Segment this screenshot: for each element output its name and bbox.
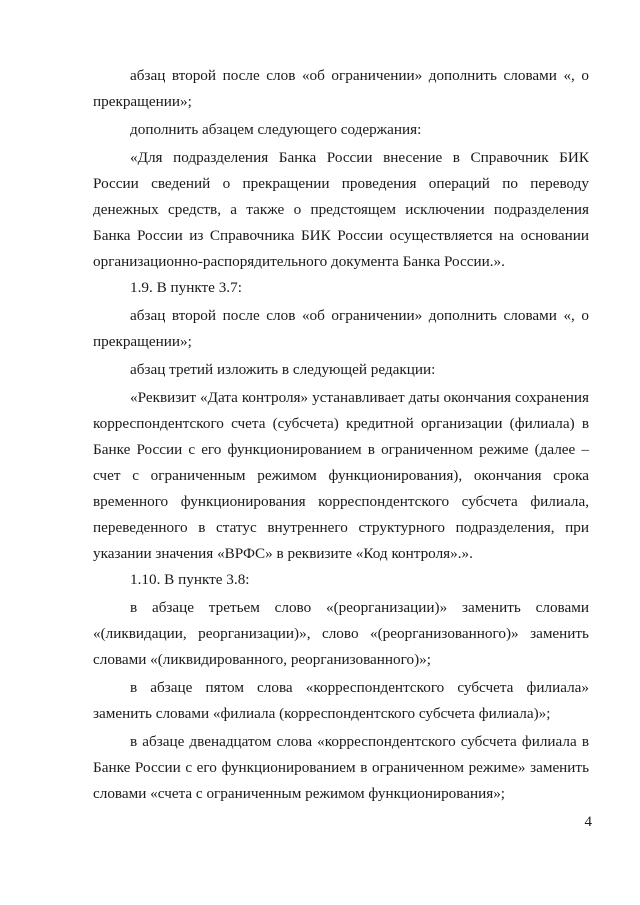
document-body	[93, 63, 589, 807]
paragraph-2: дополнить абзацем следующего содержания:	[130, 121, 422, 138]
paragraph-9: в абзаце третьем слово «(реорганизации)» заменить словами «(ликвидации, реорганизации)», слово «(реорганизованного)» заменить словами «(ликвидированного, реорганизованного)»;	[93, 599, 589, 668]
page-number: 4	[584, 814, 592, 830]
paragraph-4-section-heading: 1.9. В пункте 3.7:	[130, 279, 242, 296]
paragraph-3: «Для подразделения Банка России внесение в Справочник БИК России сведений о прекращении проведения операций по переводу денежных средств, а также о предстоящем исключении подразделения Банка России из Справочника БИК России осуществляется на основании организационно-распорядительного документа Банка России.».	[93, 149, 589, 270]
paragraph-6: абзац третий изложить в следующей редакции:	[130, 361, 436, 378]
paragraph-5: абзац второй после слов «об ограничении» дополнить словами «, о прекращении»;	[93, 307, 589, 350]
paragraph-10: в абзаце пятом слова «корреспондентского субсчета филиала» заменить словами «филиала (корреспондентского субсчета филиала)»;	[93, 679, 589, 722]
paragraph-1: абзац второй после слов «об ограничении» дополнить словами «, о прекращении»;	[93, 67, 589, 110]
paragraph-8-section-heading: 1.10. В пункте 3.8:	[130, 571, 250, 588]
paragraph-7: «Реквизит «Дата контроля» устанавливает даты окончания сохранения корреспондентского счета (субсчета) кредитной организации (филиала) в Банке России с его функционированием в ограниченном режиме (далее – счет с ограниченным режимом функционирования), окончания срока временного функционирования корреспондентского субсчета филиала, переведенного в статус внутреннего структурного подразделения, при указании значения «ВРФС» в реквизите «Код контроля».».	[93, 389, 589, 562]
paragraph-11: в абзаце двенадцатом слова «корреспондентского субсчета филиала в Банке России с его функционированием в ограниченном режиме» заменить словами «счета с ограниченным режимом функционирования»;	[93, 733, 589, 802]
